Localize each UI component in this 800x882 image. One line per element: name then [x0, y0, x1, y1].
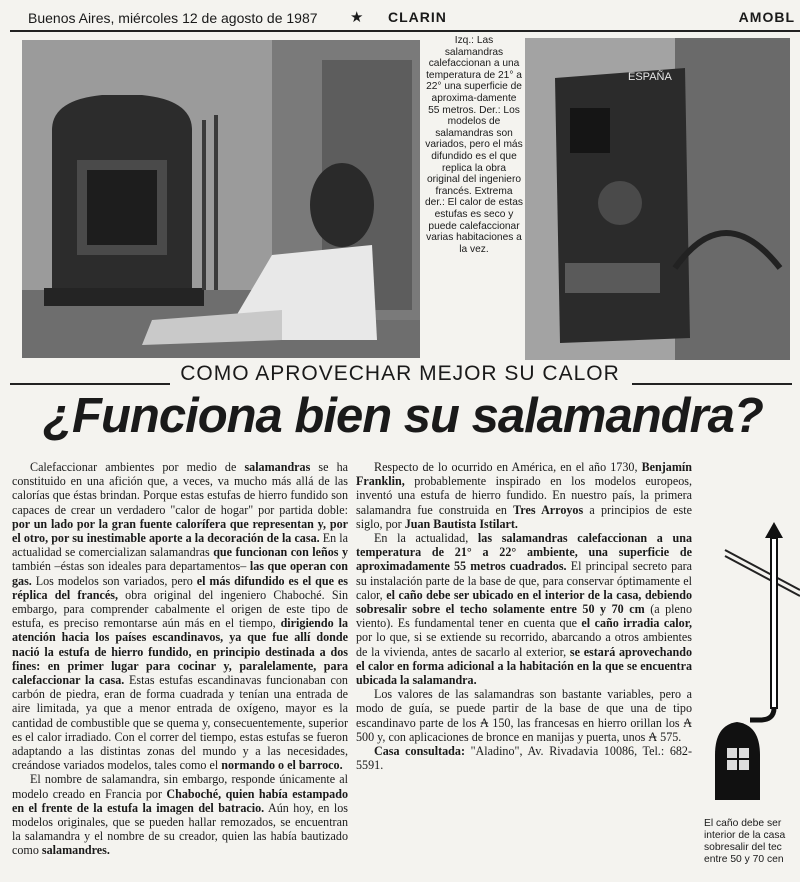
text-run: El nombre de salamandra, sin embargo, responde únicamente al modelo creado en Francia por: [12, 772, 348, 801]
bold-text: normando o el barroco.: [221, 758, 343, 773]
article-paragraph: [356, 460, 692, 531]
bold-text: el más difundido es el que es réplica del francés,: [12, 573, 348, 602]
masthead: [10, 8, 795, 30]
headline: ¿Funciona bien su salamandra?: [43, 389, 763, 443]
bold-text: las salamandras calefaccionan a una temperatura de 21° a 22° ambiente, una superficie de aproximadamente 55 metros cuadrados.: [356, 531, 693, 574]
text-run: Aún hoy, en los modelos originales, que se pueden hallar remozados, se encuentran la salamandra y el nombre de su creador, quien las había bautizado como: [12, 800, 348, 858]
photo-salamandra-child: [22, 40, 420, 358]
kicker: COMO APROVECHAR MEJOR SU CALOR: [180, 362, 620, 385]
pipe-illustration: [705, 510, 800, 815]
bold-text: salamandres.: [41, 843, 110, 858]
photo-caption: Izq.: Las salamandras calefaccionan a una temperatura de 21° a 22° una superficie de aproxima-damente 55 metros. Der.: Los modelos de salamandras son variados, pero el más difundido es el que replica la obra original del ingeniero francés. Extrema der.: El calor de estas estufas es seco y puede calefaccionar varias habitaciones a la vez.: [425, 35, 523, 255]
text-run: a principios de este siglo, por: [356, 502, 692, 531]
bold-text: Chaboché, quien había estampado en el frente de la estufa la imagen del batracio.: [12, 786, 348, 815]
text-run: Los modelos son variados, pero: [31, 573, 197, 588]
text-run: "Aladino", Av. Rivadavia 10086, Tel.: 682-5591.: [356, 744, 692, 773]
article-paragraph: [12, 460, 348, 772]
text-run: Estas estufas escandinavas funcionaban con carbón de piedra, eran de forma cuadrada y tenían una entrada de aire limitada, ya que a menor entrada de oxígeno, mayor es la cantidad de combustible que se quema y, consecuentemente, superior es el calor irradiado. Con el correr del tiempo, estas estufas se fueron adaptando a las distintas zonas del mundo y a las necesidades, creándose variados modelos, tales como el: [12, 673, 348, 773]
article-paragraph: [356, 687, 692, 744]
text-run: por lo que, si se extiende su recorrido, abarcando a otros ambientes de la vivienda, antes de sacarlo al exterior,: [356, 630, 692, 659]
photo-salamandra-espana: [525, 38, 790, 360]
article-paragraph: [12, 772, 348, 857]
text-run: En la actualidad se comercializan salamandras: [12, 531, 348, 560]
text-run: obra original del ingeniero Chaboché. Sin embargo, para comprender cabalmente el origen de este tipo de estufa, es preciso remontarse aún más en el tiempo,: [12, 587, 348, 631]
espana-label: ESPAÑA: [628, 71, 672, 83]
bold-text: se estará aprovechando el calor en forma adicional a la habitación en la que se encuentra ubicada la salamandra.: [356, 644, 692, 688]
article-paragraph: [356, 744, 692, 772]
text-run: El principal secreto para su instalación parte de la base de que, para conservar óptimamente el calor,: [356, 559, 692, 602]
newspaper-name: CLARIN: [388, 9, 447, 25]
article-paragraph: [356, 531, 692, 687]
bold-text: el caño irradia calor,: [581, 616, 692, 631]
bold-text: por un lado por la gran fuente calorífera que representan y, por el otro, por su inestimable aporte a la decoración de la casa.: [12, 516, 348, 546]
bold-text: Benjamín Franklin,: [356, 460, 692, 489]
article-column-left: [12, 460, 348, 858]
article-column-middle: [356, 460, 692, 772]
diagram-caption: El caño debe ser interior de la casa sobresalir del tec entre 50 y 70 cen: [704, 818, 786, 865]
text-run: Calefaccionar ambientes por medio de: [30, 460, 245, 474]
masthead-rule: [10, 30, 800, 32]
bold-text: que funcionan con leños y: [213, 545, 349, 560]
issue-date: Buenos Aires, miércoles 12 de agosto de 1987: [28, 10, 318, 26]
bold-text: el caño debe ser ubicado en el interior de la casa, debiendo sobresalir sobre el techo solamente entre 50 y 70 cm: [356, 587, 692, 617]
bold-text: Juan Bautista Istilart.: [404, 516, 518, 531]
bold-text: las que operan con gas.: [12, 559, 348, 588]
bold-text: salamandras: [244, 460, 311, 474]
kicker-rule-right: [632, 383, 792, 385]
text-run: se ha constituido en una afición que, a veces, va mucho más allá de las calorías que éstas brindan. Porque estas estufas de hierro fundido son capaces de crear un verdadero "calor de hogar" por partida doble:: [12, 460, 348, 517]
text-run: En la actualidad,: [374, 531, 478, 546]
bold-text: dirigiendo la atención hacia los países escandinavos, ya que fue allí donde nació la estufa de hierro fundido, en principio destinada a dos fines: en primer lugar para cocinar y, paralelamente, para calefaccionar la casa.: [12, 616, 348, 688]
kicker-rule-left: [10, 383, 170, 385]
text-run: Los valores de las salamandras son bastante variables, pero a modo de guía, se puede partir de la base de que una de tipo escandinavo parte de los ₳ 150, las francesas en hierro orillan los ₳ 500 y, con aplicaciones de bronce en manijas y puerta, unos ₳ 575.: [356, 687, 692, 744]
pipe-diagram: [705, 510, 800, 815]
photo-salamandra-child-illustration: [22, 40, 420, 358]
text-run: Respecto de lo ocurrido en América, en el año 1730,: [374, 460, 642, 474]
photo-salamandra-espana-illustration: [525, 38, 790, 360]
star-icon: ★: [350, 9, 364, 26]
text-run: también –éstas son ideales para departamentos–: [12, 559, 250, 574]
section-name: AMOBL: [738, 9, 795, 25]
bold-text: Casa consultada:: [374, 744, 465, 759]
text-run: probablemente inspirado en los modelos europeos, inventó una estufa de hierro fundido. En nuestro país, la primera salamandra fue construida en: [356, 474, 692, 517]
text-run: (a pleno viento). Es fundamental tener en cuenta que: [356, 602, 692, 631]
bold-text: Tres Arroyos: [513, 502, 584, 517]
